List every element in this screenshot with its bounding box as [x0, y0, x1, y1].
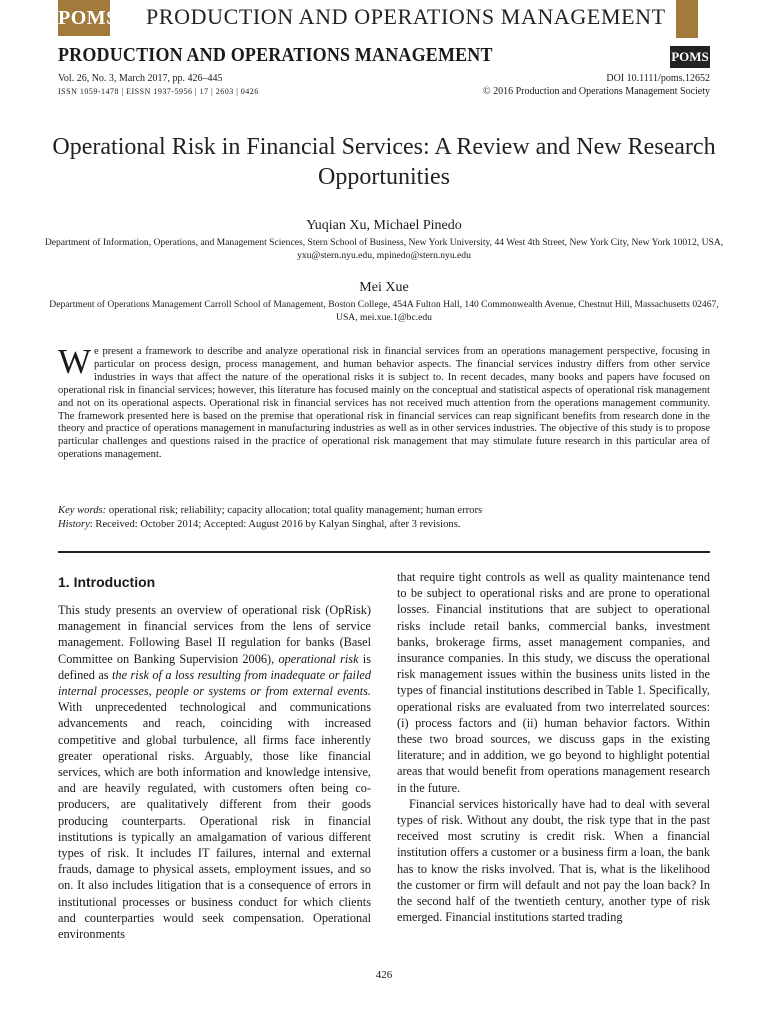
issn-line: ISSN 1059-1478 | EISSN 1937-5956 | 17 | 2603 | 0426 — [58, 87, 259, 96]
journal-name: PRODUCTION AND OPERATIONS MANAGEMENT — [58, 44, 493, 66]
abstract-text: e present a framework to describe and analyze operational risk in financial services from an operations management perspective, focusing in particular on process design, process management, and human behavior aspects. The financial services industry differs from other service industries in ways that affect the nature of the operational risks it is subject to. In recent decades, many books and papers have focused on operational risk in financial services; however, this literature has focused mainly on the conceptual and statistical aspects of operational risk management and not on its operational aspects. Operational risk in financial services has not received much attention from the operations management community. The framework presented here is based on the premise that operational risk in financial services can reap significant benefits from research done in the theory and practice of operations management in manufacturing industries as well as in other services industries. The objective of this study is to propose particular challenges and questions raised in the practice of operational risk management that may stimulate future research in this particular area of operations management. — [58, 346, 710, 461]
text-run: This study presents an overview of operational risk (OpRisk) management in financial services from the lens of service management. Following Basel II regulation for banks (Basel Committee on Banking Supervision 2006), — [58, 603, 371, 666]
left-column — [58, 572, 371, 942]
volume-line: Vol. 26, No. 3, March 2017, pp. 426–445 — [58, 73, 223, 84]
history-text: : Received: October 2014; Accepted: August 2016 by Kalyan Singhal, after 3 revisions. — [89, 518, 461, 530]
abstract-dropcap: W — [58, 342, 92, 381]
italic-term: operational risk — [278, 651, 359, 666]
text-run: is defined as — [58, 651, 371, 682]
affiliation-2: Department of Operations Management Carroll School of Management, Boston College, 454A Fulton Hall, 140 Commonwealth Avenue, Chestnut Hill, Massachusetts 02467, USA, mei.xue.1@bc.edu — [49, 299, 719, 323]
doi-info — [483, 72, 710, 98]
page-number: 426 — [375, 969, 393, 981]
intro-paragraph — [58, 602, 371, 942]
history-label: History — [58, 518, 90, 530]
keywords-line — [58, 504, 710, 518]
keywords-block — [58, 504, 710, 531]
article-title: Operational Risk in Financial Services: A Review and New Research Opportunities — [52, 134, 716, 190]
author-list-2: Mei Xue — [359, 280, 409, 295]
history-line — [58, 518, 710, 532]
banner-title: PRODUCTION AND OPERATIONS MANAGEMENT — [146, 4, 666, 29]
keywords-label: Key words: — [58, 505, 107, 516]
affiliation-1: Department of Information, Operations, and Management Sciences, Stern School of Business, New York University, 44 West 4th Street, New York City, New York 10012, USA, yxu@stern.nyu.edu, mpinedo@stern.nyu.edu — [44, 237, 724, 261]
text-run: With unprecedented technological and communications advancements and reach, coinciding with increased competitive and global turbulence, all firms face inherently greater operational risks. Arguably, those like financial services, which are both information and knowledge intensive, and are heavily regulated, with customers often being co-producers, are qualitatively different from their goods producing counterparts. Operational risk in financial institutions is typically an amalgamation of various different types of risk. It includes IT failures, internal and external frauds, damage to physical assets, employment issues, and so on. It also includes litigation that is a consequence of errors in institutional processes or business conduct for which clients and counterparties would seek compensation. Operational environments — [58, 700, 371, 942]
right-column — [397, 569, 710, 925]
italic-definition: the risk of a loss resulting from inadequate or failed internal processes, people or systems or from external events. — [58, 667, 371, 699]
journal-banner — [0, 0, 768, 38]
copyright-line: © 2016 Production and Operations Management Society — [483, 86, 710, 97]
keywords-text: operational risk; reliability; capacity allocation; total quality management; human errors — [106, 505, 483, 516]
section-divider — [58, 551, 710, 553]
doi-line[interactable]: DOI 10.1111/poms.12652 — [606, 73, 710, 84]
journal-logo: POMS — [670, 46, 710, 68]
paragraph-continued: that require tight controls as well as quality maintenance tend to be subject to operational risks and are prone to operational losses. Financial institutions that are subject to operational risks include retail banks, commercial banks, investment banks, brokerage firms, asset management companies, and insurance companies. In this study, we discuss the operational risk management issues within the business units listed in the types of financial institutions described in Table 1. Specifically, operational risks are evaluated from two interrelated sources: (i) process factors and (ii) human behavior factors. Within these two broad sources, we discuss gaps in the existing literature; and in addition, we go beyond to highlight potential areas that would benefit from operations management research in the future. — [397, 570, 710, 795]
author-list-1: Yuqian Xu, Michael Pinedo — [306, 218, 462, 233]
poms-logo: POMS — [58, 0, 110, 36]
paragraph: Financial services historically have had to deal with several types of risk. Without any doubt, the risk type that in the past received most scrutiny is credit risk. When a financial institution offers a customer or a business firm a loan, the bank has to know the risks involved. That is, what is the likelihood the customer or firm will default and not pay the loan back? In the second half of the twentieth century, another type of risk emerged. Financial institutions started trading — [397, 796, 710, 925]
issue-info — [58, 72, 259, 98]
section-heading: 1. Introduction — [58, 574, 156, 590]
banner-accent-bar — [676, 0, 698, 38]
abstract — [58, 342, 710, 462]
